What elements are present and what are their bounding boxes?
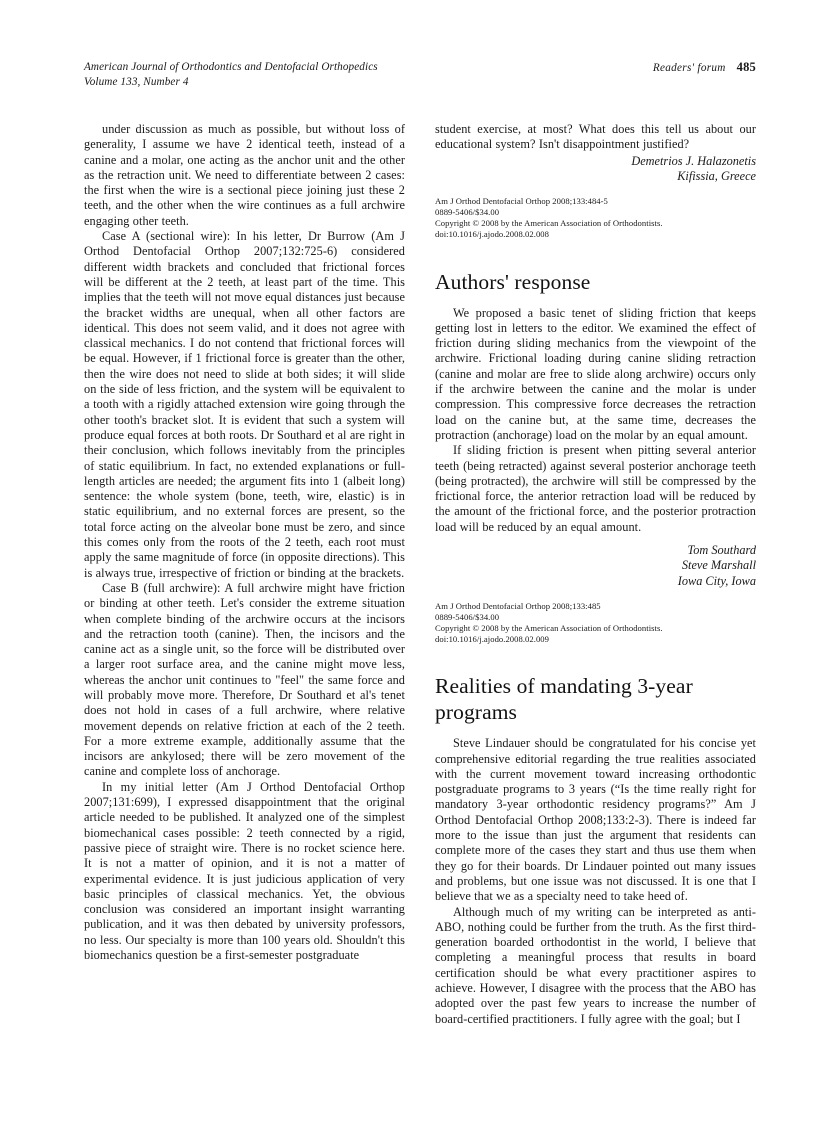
author-location: Iowa City, Iowa [677,573,756,588]
section-name: Readers' forum [652,62,726,74]
citation-block [435,601,756,645]
citation-reference: Am J Orthod Dentofacial Orthop 2008;133:485 [435,600,601,611]
citation-doi: doi:10.1016/j.ajodo.2008.02.009 [435,634,549,645]
author-name: Steve Marshall [681,558,756,573]
paragraph-continued: student exercise, at most? What does this tell us about our educational system? Isn't disappointment justified? [435,122,756,152]
paragraph: Steve Lindauer should be congratulated for his concise yet comprehensive editorial regarding the true realities associated with the current movement toward increasing orthodontic postgraduate programs to 3 years (“Is the time really right for mandatory 3-year orthodontic residency programs?” Am J Orthod Dentofacial Orthop 2008;133:2-3). There is indeed far more to the issue than just the argument that residents can complete more of the cases they start and thus use them when they go for their boards. Dr Lindauer pointed out many issues and problems, but one issue was not discussed. It is one that I believe that we as a specialty need to take heed of. [435,736,756,904]
author-name: Demetrios J. Halazonetis [631,153,756,168]
running-head [84,60,756,90]
spacer [435,241,756,269]
citation-copyright: Copyright © 2008 by the American Association of Orthodontists. [435,218,663,229]
spacer [435,725,756,736]
running-head-right [653,60,756,75]
citation-doi: doi:10.1016/j.ajodo.2008.02.008 [435,229,549,240]
paragraph: We proposed a basic tenet of sliding friction that keeps getting lost in letters to the editor. We examined the effect of friction during sliding mechanics from the viewpoint of the archwire. Frictional loading during canine sliding retraction (canine and molar are free to slide along archwire) occurs only if the archwire between the canine and the molar is under compression. This compressive force decreases the retraction load on the canine but, at the same time, decreases the protraction (anchorage) load on the molar by an equal amount. [435,305,756,442]
page-number: 485 [736,60,756,74]
author-location: Kifissia, Greece [677,168,756,183]
spacer [435,295,756,306]
author-name: Tom Southard [687,543,756,558]
citation-issn: 0889-5406/$34.00 [435,207,500,218]
right-column [435,122,756,1027]
journal-title: American Journal of Orthodontics and Dentofacial Orthopedics [84,61,378,73]
paragraph: If sliding friction is present when pitting several anterior teeth (being retracted) against several posterior anchorage teeth (being protracted), the archwire will still be compressed by the frictional force, the anterior retraction load will be reduced by the amount of the frictional force, and the posterior protraction load will be reduced by an equal amount. [435,443,756,534]
response-signature [435,543,756,589]
running-head-journal [84,60,378,90]
paragraph: Case B (full archwire): A full archwire might have friction or binding at other teeth. Let's consider the extreme situation when complete binding of the archwire occurs at the incisors and the retraction tooth (canine). Then, the incisors and the canine act as a single unit, so the force will be distributed over a larger root surface area, and the canine might move less, whereas the anchor unit continues to "feel" the same force and will probably move more. Therefore, Dr Southard et al's tenet does not hold in cases of a full archwire, where relative movement depends on relative friction at each of the 2 teeth. For a more extreme example, additionally assume that the incisors are ankylosed; there will be zero movement of the canine and complete loss of anchorage. [84,580,405,779]
citation-block [435,196,756,240]
citation-reference: Am J Orthod Dentofacial Orthop 2008;133:484-5 [435,196,608,207]
paragraph: Case A (sectional wire): In his letter, Dr Burrow (Am J Orthod Dentofacial Orthop 2007;132:725-6) considered different width brackets and concluded that frictional forces will be different at the 2 teeth, at least part of the time. This implies that the teeth will not move equal distances just because the bracket widths are unequal, when all other factors are identical. This does not seem valid, and it does not agree with classical mechanics. I do not contend that frictional forces will be equal. However, if 1 frictional force is greater than the other, then the wire does not need to slide at both sides; it will slide on the side of less friction, and the system will be equivalent to a tooth with a rigidly attached extension wire going through the other tooth's bracket slot. It is evident that such a system will produce equal forces at both roots. Dr Southard et al are right in their conclusion, which follows inevitably from the principles of static equilibrium. In fact, no extended explanations or full-length articles are needed; the argument fits into 1 (albeit long) sentence: the whole system (bone, teeth, wire, elastic) is in static equilibrium, and no external forces are present, so the total force acting on the alveolar bone must be zero, and since this comes only from the roots of the 2 teeth, each root must apply the same magnitude of force (in opposite directions). This is always true, irrespective of friction or binding at the brackets. [84,229,405,580]
citation-copyright: Copyright © 2008 by the American Association of Orthodontists. [435,623,663,634]
paragraph: under discussion as much as possible, but without loss of generality, I assume we have 2 identical teeth, instead of a canine and a molar, one acting as the anchor unit and the other as the retraction unit. We need to differentiate between 2 cases: the first when the wire is a sectional piece joining just these 2 teeth, and the other when the wire continues as a full archwire engaging other teeth. [84,122,405,228]
section-heading-authors-response: Authors' response [435,269,591,294]
body-columns [84,122,756,1027]
left-column [84,122,405,1027]
paragraph: In my initial letter (Am J Orthod Dentofacial Orthop 2007;131:699), I expressed disappointment that the original article needed to be published. It analyzed one of the simplest biomechanical cases possible: 2 teeth connected by a rigid, passive piece of straight wire. There is no rocket science here. It is not a matter of opinion, and it is not a matter of experimental evidence. It is just judicious application of very basic principles of classical mechanics. Yet, the obvious conclusion was considered an important insight warranting publication, and it was then debated by university professors, no less. Our specialty is more than 100 years old. Shouldn't this biomechanics question be a first-semester postgraduate [84,779,405,963]
spacer [435,645,756,673]
paragraph: Although much of my writing can be interpreted as anti-ABO, nothing could be further from the truth. As the first third-generation boarded orthodontist in the world, I believe that completing a meaningful process that results in board certification should be what every practitioner aspires to achieve. However, I disagree with the process that the ABO has adopted over the past few years to increase the number of board-certified practitioners. I fully agree with the goal; but I [435,904,756,1026]
section-heading-realities: Realities of mandating 3-year programs [435,674,693,725]
citation-issn: 0889-5406/$34.00 [435,612,500,622]
letter-signature [435,154,756,185]
spacer [435,535,756,542]
journal-volume: Volume 133, Number 4 [84,76,189,88]
